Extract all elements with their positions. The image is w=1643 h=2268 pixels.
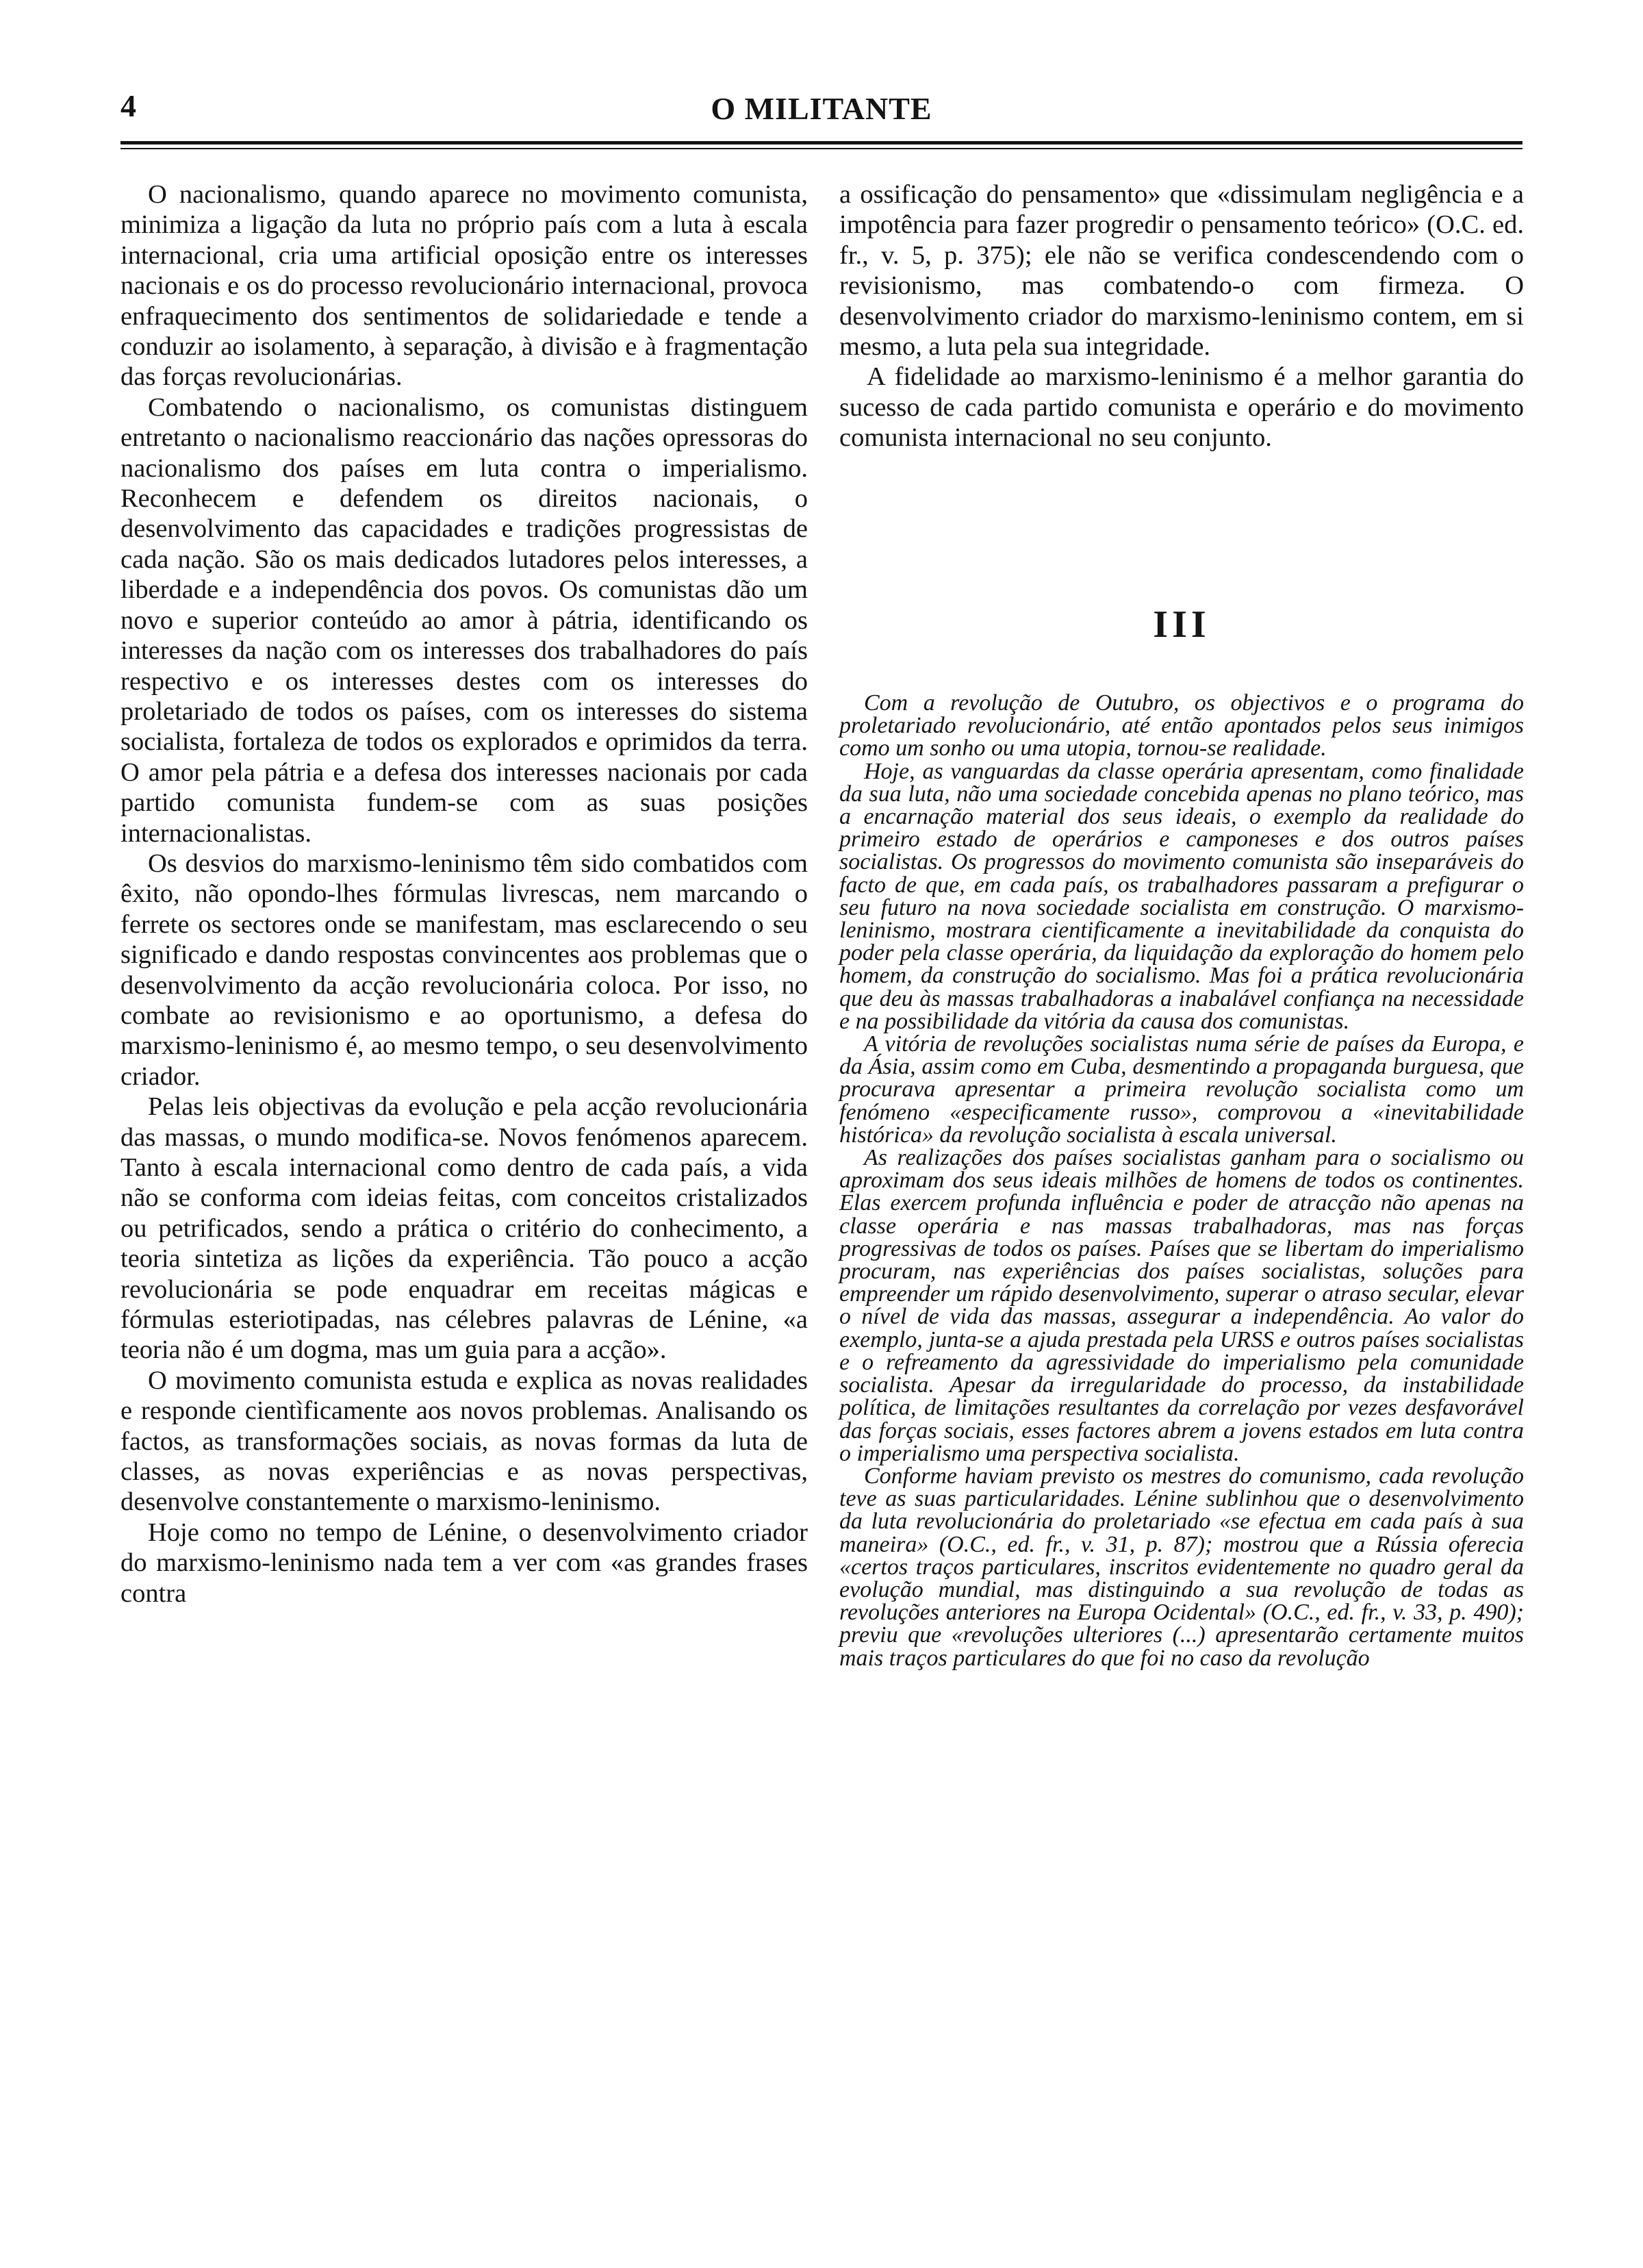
header-rule: [120, 141, 1523, 144]
italic-paragraph: A vitória de revoluções socialistas numa série de países da Europa, e da Ásia, assim como em Cuba, desmentindo a propaganda burguesa, que procurava apresentar a primeira revolução socialista como um fenómeno «especificamente russo», comprovou a «inevitabilidade histórica» da revolução socialista à escala universal.: [839, 1031, 1524, 1148]
publication-title: O MILITANTE: [711, 91, 932, 126]
section-numeral: III: [1153, 603, 1210, 646]
italic-section-body: [839, 692, 1524, 1670]
paragraph: Os desvios do marxismo-leninismo têm sido combatidos com êxito, não opondo-lhes fórmulas livrescas, nem marcando o ferrete os sectores onde se manifestam, mas esclarecendo o seu significado e dando respostas convincentes aos problemas que o desenvolvimento da acção revolucionária coloca. Por isso, no combate ao revisionismo e ao oportunismo, a defesa do marxismo-leninismo é, ao mesmo tempo, o seu desenvolvimento criador.: [120, 848, 808, 1091]
header-rule-thin: [120, 148, 1523, 149]
paragraph: O movimento comunista estuda e explica as novas realidades e responde cientìficamente aos novos problemas. Analisando os factos, as transformações sociais, as novas formas da luta de classes, as novas experiências e as novas perspectivas, desenvolve constantemente o marxismo-leninismo.: [120, 1365, 808, 1517]
paragraph: Pelas leis objectivas da evolução e pela acção revolucionária das massas, o mundo modifica-se. Novos fenómenos aparecem. Tanto à escala internacional como dentro de cada país, a vida não se conforma com ideias feitas, com conceitos cristalizados ou petrificados, sendo a prática o critério do conhecimento, a teoria sintetiza as lições da experiência. Tão pouco a acção revolucionária se pode enquadrar em receitas mágicas e fórmulas esteriotipadas, nas célebres palavras de Lénine, «a teoria não é um dogma, mas um guia para a acção».: [120, 1092, 808, 1365]
left-column: [120, 179, 808, 1609]
paragraph: Combatendo o nacionalismo, os comunistas distinguem entretanto o nacionalismo reaccionário das nações opressoras do nacionalismo dos países em luta contra o imperialismo. Reconhecem e defendem os direitos nacionais, o desenvolvimento das capacidades e tradições progressistas de cada nação. São os mais dedicados lutadores pelos interesses, a liberdade e a independência dos povos. Os comunistas dão um novo e superior conteúdo ao amor à pátria, identificando os interesses da nação com os interesses dos trabalhadores do país respectivo e os interesses destes com os interesses do proletariado de todos os países, com os interesses do sistema socialista, fortaleza de todos os explorados e oprimidos da terra. O amor pela pátria e a defesa dos interesses nacionais por cada partido comunista fundem-se com as suas posições internacionalistas.: [120, 392, 808, 848]
paragraph: O nacionalismo, quando aparece no movimento comunista, minimiza a ligação da luta no próprio país com a luta à escala internacional, cria uma artificial oposição entre os interesses nacionais e os do processo revolucionário internacional, provoca enfraquecimento dos sentimentos de solidariedade e tende a conduzir ao isolamento, à separação, à divisão e à fragmentação das forças revolucionárias.: [120, 180, 808, 392]
italic-paragraph: As realizações dos países socialistas ganham para o socialismo ou aproximam dos seus ideais milhões de homens de todos os continentes. Elas exercem profunda influência e poder de atracção não apenas na classe operária e nas massas trabalhadoras, mas nas forças progressivas de todos os países. Países que se libertam do imperialismo procuram, nas experiências dos países socialistas, soluções para empreender um rápido desenvolvimento, superar o atraso secular, elevar o nível de vida das massas, assegurar a independência. Ao valor do exemplo, junta-se a ajuda prestada pela URSS e outros países socialistas e o refreamento da agressividade do imperialismo pela comunidade socialista. Apesar da irregularidade do processo, da instabilidade política, de limitações resultantes da correlação por vezes desfavorável das forças sociais, esses factores abrem a jovens estados em luta contra o imperialismo uma perspectiva socialista.: [839, 1145, 1524, 1466]
right-column: [839, 179, 1524, 453]
italic-paragraph: Conforme haviam previsto os mestres do comunismo, cada revolução teve as suas particularidades. Lénine sublinhou que o desenvolvimento da luta revolucionária do proletariado «se efectua em cada país à sua maneira» (O.C., ed. fr., v. 31, p. 87); mostrou que a Rússia oferecia «certos traços particulares, inscritos evidentemente no quadro geral da evolução mundial, mas distinguindo a sua revolução de todas as revoluções anteriores na Europa Ocidental» (O.C., ed. fr., v. 33, p. 490); previu que «revoluções ulteriores (...) apresentarão certamente muitos mais traços particulares do que foi no caso da revolução: [839, 1463, 1524, 1671]
running-header: [120, 88, 1523, 136]
paragraph: a ossificação do pensamento» que «dissimulam negligência e a impotência para fazer progredir o pensamento teórico» (O.C. ed. fr., v. 5, p. 375); ele não se verifica condescendendo com o revisionismo, mas combatendo-o com firmeza. O desenvolvimento criador do marxismo-leninismo contem, em si mesmo, a luta pela sua integridade.: [839, 180, 1524, 362]
paragraph: A fidelidade ao marxismo-leninismo é a melhor garantia do sucesso de cada partido comunista e operário e do movimento comunista internacional no seu conjunto.: [839, 362, 1524, 453]
italic-paragraph: Hoje, as vanguardas da classe operária apresentam, como finalidade da sua luta, não uma sociedade concebida apenas no plano teórico, mas a encarnação material dos seus ideais, o exemplo da realidade do primeiro estado de operários e camponeses e dos outros países socialistas. Os progressos do movimento comunista são inseparáveis do facto de que, em cada país, os trabalhadores passaram a prefigurar o seu futuro na nova sociedade socialista em construção. O marxismo-leninismo, mostrara cientificamente a inevitabilidade da conquista do poder pela classe operária, da liquidação da exploração do homem pelo homem, da construção do socialismo. Mas foi a prática revolucionária que deu às massas trabalhadoras a inabalável confiança na necessidade e na possibilidade da vitória da causa dos comunistas.: [839, 758, 1524, 1034]
page-number: 4: [120, 88, 136, 123]
italic-paragraph: Com a revolução de Outubro, os objectivos e o programa do proletariado revolucionário, até então apontados pelos seus inimigos como um sonho ou uma utopia, tornou-se realidade.: [839, 690, 1524, 761]
paragraph: Hoje como no tempo de Lénine, o desenvolvimento criador do marxismo-leninismo nada tem a ver com «as grandes frases contra: [120, 1517, 808, 1608]
